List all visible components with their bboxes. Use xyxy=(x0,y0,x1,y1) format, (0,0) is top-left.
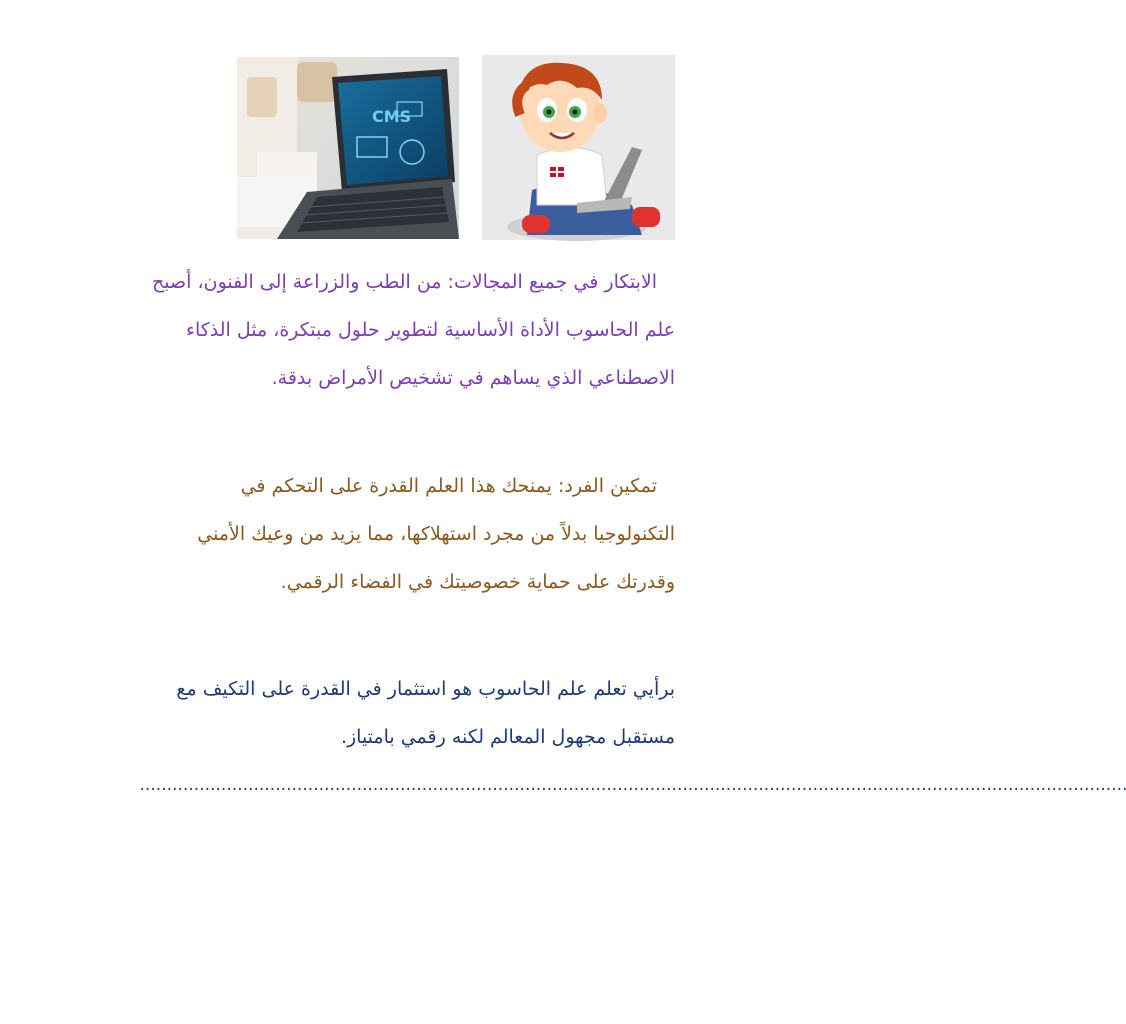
paragraph-line: علم الحاسوب الأداة الأساسية لتطوير حلول مبتكرة، مثل الذكاء xyxy=(186,319,675,341)
paragraph-line: الاصطناعي الذي يساهم في تشخيص الأمراض بدقة. xyxy=(271,367,675,389)
paragraph-innovation xyxy=(152,258,675,402)
paragraph-line: مستقبل مجهول المعالم لكنه رقمي بامتياز. xyxy=(340,726,675,748)
paragraph-line: الابتكار في جميع المجالات: من الطب والزراعة إلى الفنون، أصبح xyxy=(152,271,657,293)
paragraph-line: التكنولوجيا بدلاً من مجرد استهلاكها، مما يزيد من وعيك الأمني xyxy=(197,523,675,545)
svg-text:CMS: CMS xyxy=(372,107,412,126)
paragraph-line: تمكين الفرد: يمنحك هذا العلم القدرة على التحكم في xyxy=(240,475,657,497)
paragraph-line: وقدرتك على حماية خصوصيتك في الفضاء الرقمي. xyxy=(280,571,675,593)
laptop-photo xyxy=(237,57,459,239)
paragraph-empowerment xyxy=(197,462,675,606)
dotted-writing-line: ...................................................................................................................................................................................... xyxy=(138,778,1126,794)
boy-with-laptop-illustration xyxy=(482,55,675,240)
paragraph-line: برأيي تعلم علم الحاسوب هو استثمار في القدرة على التكيف مع xyxy=(176,678,675,700)
paragraph-opinion xyxy=(176,665,675,761)
